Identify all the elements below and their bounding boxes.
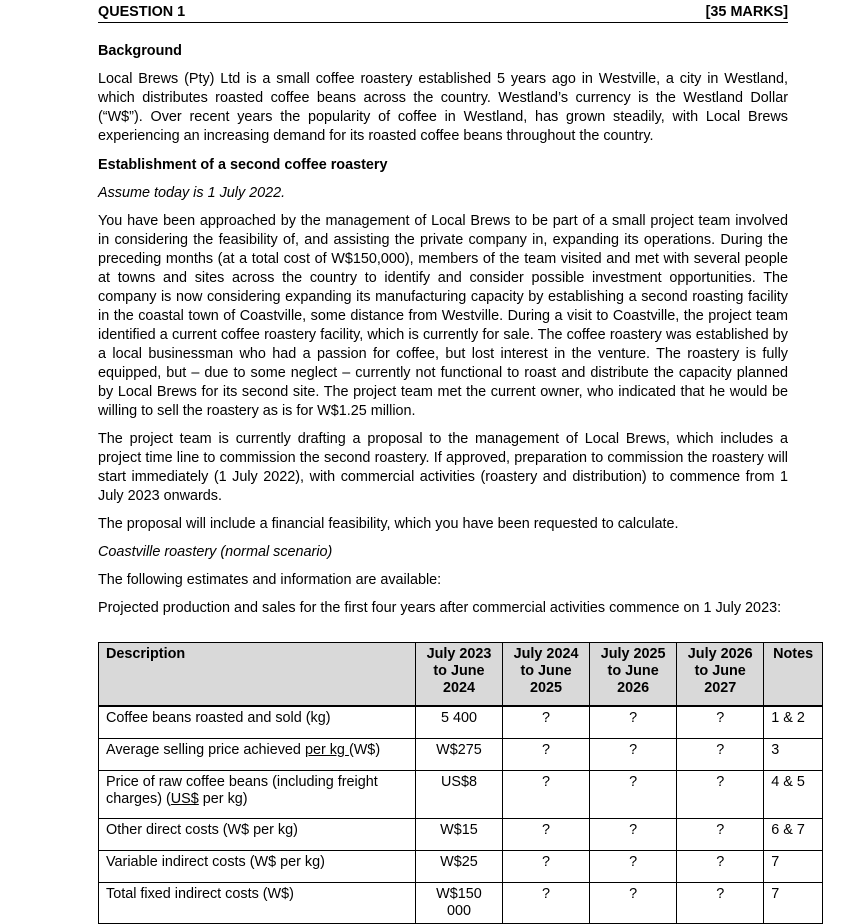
- value-year-2: ?: [503, 883, 590, 924]
- header-year-1: July 2023 to June 2024: [415, 643, 502, 706]
- description-text: Other direct costs (W$ per kg): [106, 822, 298, 838]
- value-year-3: ?: [590, 707, 677, 739]
- description-text: Coffee beans roasted and sold (kg): [106, 710, 331, 726]
- value-year-2: ?: [503, 771, 590, 819]
- question-number: QUESTION 1: [98, 4, 186, 20]
- value-year-4: ?: [677, 851, 764, 883]
- description-underlined-text: US$: [170, 791, 199, 807]
- row-description: [99, 771, 416, 819]
- question-header: [98, 4, 788, 23]
- row-description: [99, 739, 416, 771]
- header-year-3: July 2025 to June 2026: [590, 643, 677, 706]
- row-notes: 1 & 2: [764, 707, 823, 739]
- row-notes: 7: [764, 883, 823, 924]
- row-description: [99, 851, 416, 883]
- value-year-4: ?: [677, 707, 764, 739]
- value-year-3: ?: [590, 851, 677, 883]
- description-text: Total fixed indirect costs (W$): [106, 886, 294, 902]
- header-description: Description: [99, 643, 416, 706]
- value-year-1: W$150 000: [415, 883, 502, 924]
- table-row: [99, 707, 823, 739]
- value-year-1: 5 400: [415, 707, 502, 739]
- table-row: [99, 851, 823, 883]
- row-description: [99, 819, 416, 851]
- table-row: [99, 819, 823, 851]
- description-text: Variable indirect costs (W$ per kg): [106, 854, 325, 870]
- value-year-4: ?: [677, 739, 764, 771]
- value-year-2: ?: [503, 707, 590, 739]
- value-year-2: ?: [503, 851, 590, 883]
- table-row: [99, 771, 823, 819]
- description-suffix-text: (W$): [348, 742, 381, 758]
- value-year-3: ?: [590, 883, 677, 924]
- description-text: Price of raw coffee beans (including freight charges) (: [106, 774, 378, 807]
- row-notes: 7: [764, 851, 823, 883]
- value-year-1: W$15: [415, 819, 502, 851]
- header-year-4: July 2026 to June 2027: [677, 643, 764, 706]
- value-year-4: ?: [677, 883, 764, 924]
- value-year-4: ?: [677, 819, 764, 851]
- value-year-4: ?: [677, 771, 764, 819]
- header-year-2: July 2024 to June 2025: [503, 643, 590, 706]
- scenario-heading: Coastville roastery (normal scenario): [98, 544, 333, 560]
- establishment-paragraph-1: You have been approached by the management of Local Brews to be part of a small project team involved in considering the feasibility of, and assisting the private company in, expanding its operations. During the preceding months (at a total cost of W$150,000), members of the team visited and met with several people at towns and sites across the country to identify and consider possible investment opportunities. The company is now considering expanding its manufacturing capacity by establishing a second roasting facility in the coastal town of Coastville, some distance from Westville. During a visit to Coastville, the project team identified a current coffee roastery facility, which is currently for sale. The coffee roastery was established by a local businessman who had a passion for coffee, but lost interest in the venture. The roastery is fully equipped, but – due to some neglect – currently not functional to roast and distribute the capacity planned by Local Brews for its second site. The project team met the current owner, who indicated that he would be willing to sell the roastery as is for W$1.25 million.: [98, 213, 788, 419]
- value-year-2: ?: [503, 739, 590, 771]
- estimates-intro: The following estimates and information are available:: [98, 572, 442, 588]
- row-notes: 3: [764, 739, 823, 771]
- value-year-3: ?: [590, 771, 677, 819]
- projected-intro: Projected production and sales for the first four years after commercial activities commence on 1 July 2023:: [98, 600, 782, 616]
- row-notes: 6 & 7: [764, 819, 823, 851]
- background-heading: Background: [98, 43, 182, 59]
- value-year-1: W$25: [415, 851, 502, 883]
- value-year-3: ?: [590, 819, 677, 851]
- assumption-text: Assume today is 1 July 2022.: [98, 185, 286, 201]
- description-underlined-text: per kg: [304, 742, 349, 758]
- header-notes: Notes: [764, 643, 823, 706]
- establishment-paragraph-3: The proposal will include a financial feasibility, which you have been requested to calculate.: [98, 516, 679, 532]
- row-notes: 4 & 5: [764, 771, 823, 819]
- value-year-1: W$275: [415, 739, 502, 771]
- value-year-2: ?: [503, 819, 590, 851]
- value-year-1: US$8: [415, 771, 502, 819]
- question-marks: [35 MARKS]: [705, 4, 788, 20]
- table-row: [99, 883, 823, 924]
- projection-table: [98, 642, 823, 924]
- establishment-heading: Establishment of a second coffee roastery: [98, 157, 388, 173]
- description-text: Average selling price achieved: [106, 742, 305, 758]
- background-paragraph: Local Brews (Pty) Ltd is a small coffee roastery established 5 years ago in Westville, a city in Westland, which distributes roasted coffee beans across the country. Westland’s currency is the Westland Dollar (“W$”). Over recent years the popularity of coffee in Westland, has grown steadily, with Local Brews experiencing an increasing demand for its roasted coffee beans throughout the country.: [98, 71, 788, 144]
- row-description: [99, 707, 416, 739]
- value-year-3: ?: [590, 739, 677, 771]
- establishment-paragraph-2: The project team is currently drafting a proposal to the management of Local Brews, which includes a project time line to commission the second roastery. If approved, preparation to commission the roastery will start immediately (1 July 2022), with commercial activities (roastery and distribution) to commence from 1 July 2023 onwards.: [98, 431, 788, 504]
- row-description: [99, 883, 416, 924]
- table-header-row: [99, 643, 823, 706]
- table-row: [99, 739, 823, 771]
- description-suffix-text: per kg): [198, 791, 248, 807]
